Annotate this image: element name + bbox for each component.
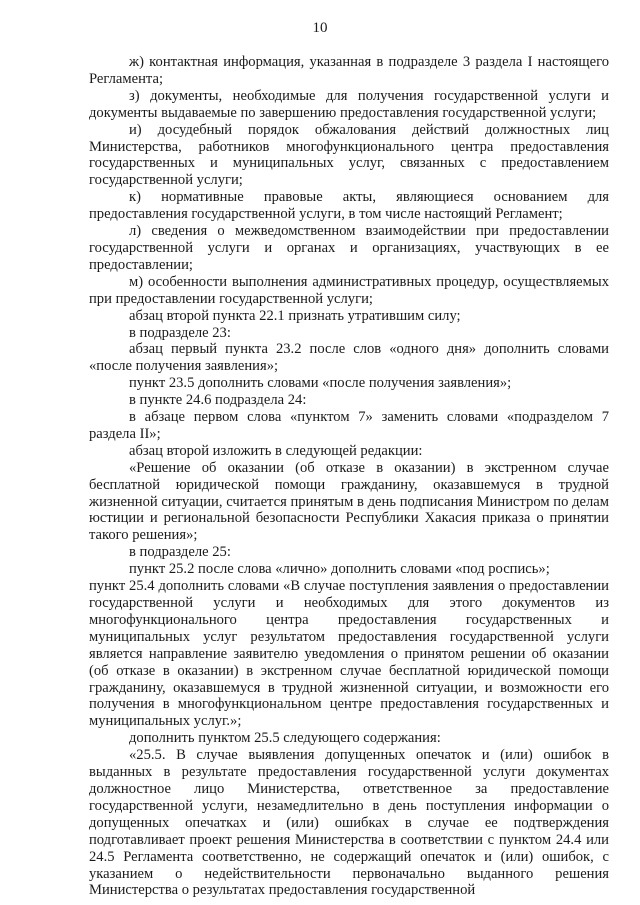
paragraph-subsection-25: в подразделе 25: [129, 544, 231, 561]
paragraph-24-6-second: абзац второй изложить в следующей редакции: [129, 442, 423, 459]
paragraph-24-6-first: в абзаце первом слова «пунктом 7» заменить словами «подразделом 7 раздела II»; [89, 409, 609, 442]
paragraph-22-1: абзац второй пункта 22.1 признать утратившим силу; [129, 307, 461, 324]
paragraph-item-m: м) особенности выполнения административных процедур, осуществляемых при предоставлении государственной услуги; [89, 273, 609, 307]
document-body [89, 54, 609, 899]
paragraph-decision-quote: «Решение об оказании (об отказе в оказании) в экстренном случае бесплатной юридической помощи гражданину, оказавшемуся в трудной жизненной ситуации, считается принятым в день подписания Министром по делам юстиции и региональной безопасности Республики Хакасия приказа о принятии такого решения»; [89, 459, 609, 544]
paragraph-add-25-5: дополнить пунктом 25.5 следующего содержания: [129, 730, 441, 747]
paragraph-23-5: пункт 23.5 дополнить словами «после получения заявления»; [129, 375, 512, 392]
paragraph-item-zh: ж) контактная информация, указанная в подразделе 3 раздела I настоящего Регламента; [89, 54, 609, 87]
paragraph-item-i: и) досудебный порядок обжалования действий должностных лиц Министерства, работников многофункционального центра предоставления государственных и муниципальных услуг, связанных с предоставлением государственной услуги; [89, 121, 609, 189]
paragraph-item-l: л) сведения о межведомственном взаимодействии при предоставлении государственной услуги и органах и организациях, участвующих в ее предоставлении; [89, 223, 609, 273]
paragraph-subsection-23: в подразделе 23: [129, 324, 231, 341]
paragraph-25-5-text: «25.5. В случае выявления допущенных опечаток и (или) ошибок в выданных в результате предоставления государственной услуги документах должностное лицо Министерства, ответственное за предоставление государственной услуги, незамедлительно в день поступления информации о допущенных опечатках и (или) ошибках в случае ее подтверждения подготавливает проект решения Министерства в соответствии с пунктом 24.4 или 24.5 Регламента соответственно, не содержащий опечаток и (или) ошибок, с указанием о недействительности первоначально выданного решения Министерства о результатах предоставления государственной [89, 747, 609, 899]
paragraph-24-6: в пункте 24.6 подраздела 24: [129, 392, 307, 409]
paragraph-23-2: абзац первый пункта 23.2 после слов «одного дня» дополнить словами «после получения заявления»; [89, 341, 609, 375]
paragraph-25-4: пункт 25.4 дополнить словами «В случае поступления заявления о предоставлении государственной услуги и необходимых для этого документов из многофункционального центра предоставления государственных и муниципальных услуг результатом предоставления государственной услуги является направление заявителю уведомления о принятом решении об оказании (об отказе в оказании) в экстренном случае бесплатной юридической помощи гражданину, оказавшемуся в трудной жизненной ситуации, и возможности его получения в многофункциональном центре предоставления государственных и муниципальных услуг.»; [89, 578, 609, 730]
page-number: 10 [312, 20, 328, 36]
paragraph-25-2: пункт 25.2 после слова «лично» дополнить словами «под роспись»; [129, 561, 550, 578]
paragraph-item-k: к) нормативные правовые акты, являющиеся основанием для предоставления государственной услуги, в том числе настоящий Регламент; [89, 189, 609, 223]
paragraph-item-z: з) документы, необходимые для получения государственной услуги и документы выдаваемые по завершению предоставления государственной услуги; [89, 87, 609, 121]
